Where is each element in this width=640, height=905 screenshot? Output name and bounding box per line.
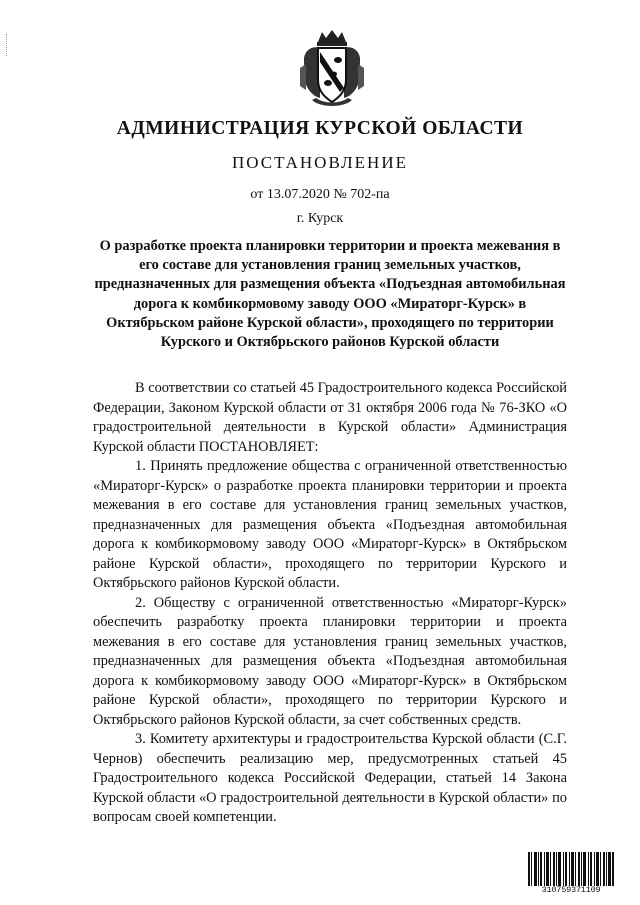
authority-heading: АДМИНИСТРАЦИЯ КУРСКОЙ ОБЛАСТИ: [116, 118, 524, 139]
document-title: О разработке проекта планировки территории и проекта межевания в его составе для установления границ земельных участков, предназначенных для размещения объекта «Подъездная автомобильная дорога к комбикормовому заводу ООО «Мираторг-Курск» в Октябрьском районе Курской области», проходящего по территории Курского и Октябрьского районов Курской области: [94, 238, 566, 351]
document-type: ПОСТАНОВЛЕНИЕ: [231, 153, 408, 172]
item-1-paragraph: 1. Принять предложение общества с ограниченной ответственностью «Мираторг-Курск» о разработке проекта планировки территории и проекта межевания в его составе для установления границ земельных участков, предназначенных для размещения объекта «Подъездная автомобильная дорога к комбикормовому заводу ООО «Мираторг-Курск» в Октябрьском районе Курской области», проходящего по территории Курского и Октябрьского районов Курской области.: [93, 458, 567, 591]
barcode-number: 310759371109: [541, 885, 601, 895]
document-body: [93, 379, 567, 828]
barcode-icon: [528, 852, 614, 886]
date-and-number: от 13.07.2020 № 702-па: [250, 187, 390, 202]
barcode: [528, 852, 614, 896]
preamble-paragraph: В соответствии со статьей 45 Градостроительного кодекса Российской Федерации, Законом Курской области от 31 октября 2006 года № 76-ЗКО «О градостроительной деятельности в Курской области» Администрация Курской области ПОСТАНОВЛЯЕТ:: [93, 380, 567, 455]
item-3-paragraph: 3. Комитету архитектуры и градостроительства Курской области (С.Г. Чернов) обеспечить реализацию мер, предусмотренных статьей 45 Градостроительного кодекса Российской Федерации, статьей 14 Закона Курской области «О градостроительной деятельности в Курской области» по вопросам своей компетенции.: [93, 731, 567, 825]
margin-mark: [6, 34, 8, 56]
kursk-coat-of-arms-icon: [298, 28, 366, 110]
city: г. Курск: [296, 211, 344, 226]
item-2-paragraph: 2. Обществу с ограниченной ответственностью «Мираторг-Курск» обеспечить разработку проекта планировки территории и проекта межевания в его составе для установления границ земельных участков, предназначенных для размещения объекта «Подъездная автомобильная дорога к комбикормовому заводу ООО «Мираторг-Курск» в Октябрьском районе Курской области», проходящего по территории Курского и Октябрьского районов Курской области, за счет собственных средств.: [93, 594, 567, 728]
